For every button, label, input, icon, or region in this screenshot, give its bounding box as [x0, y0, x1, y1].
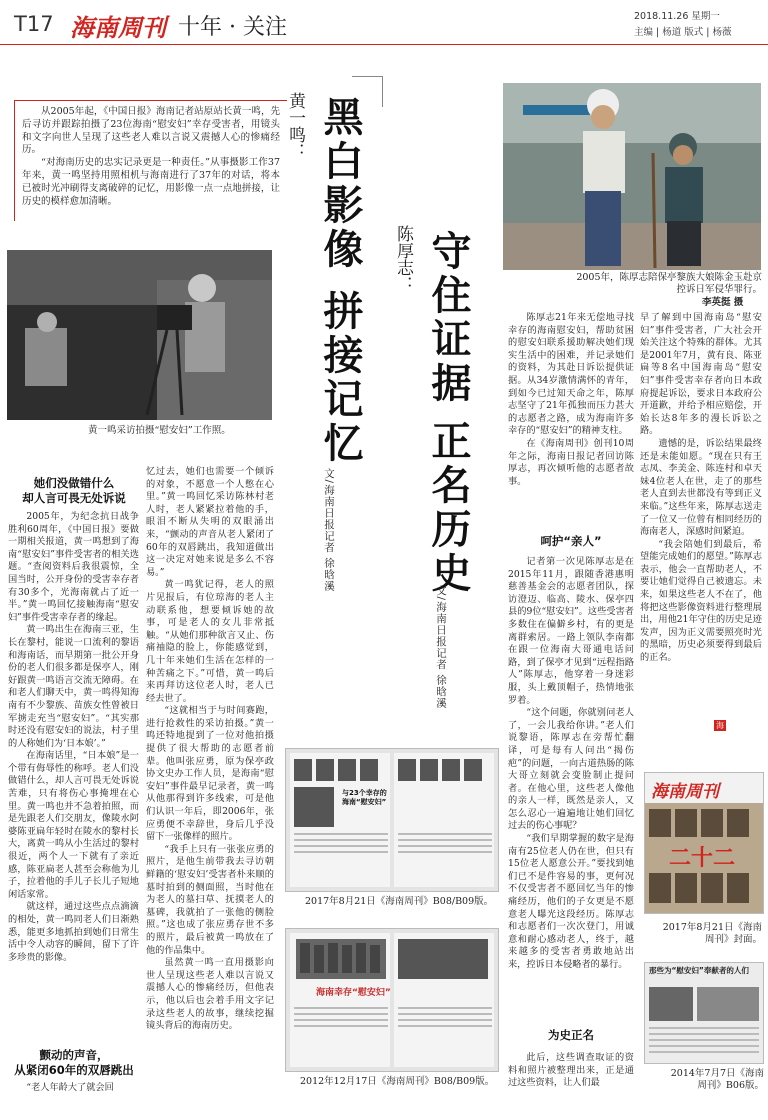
airport-photo-caption: 2005年，陈厚志陪保亭黎族大娘陈金玉赴京控诉日军侵华罪行。 — [576, 272, 762, 295]
body-paragraph: 在海南话里，“日本娘”是一个带有侮辱性的称呼。老人们没做错什么，却人言可畏无处诉说苦难，只有将伤心事掩埋在心里。黄一鸣也并不急着拍照，而是先跟老人们交朋友，像陵水阿婆陈亚扁年轻时在陵水的黎村长大，离黄一鸣从小生活过的黎村很近，两个人一下就有了亲近感，陈亚扁老人甚至会称他为儿子，拉着他的手儿子长儿子短地闲话家常。 — [8, 750, 139, 900]
article2-column3-top — [508, 312, 634, 488]
thumb-2014-caption: 2014年7月7日《海南周刊》B06版。 — [670, 1068, 764, 1091]
airport-photo-credit: 李英挺 摄 — [702, 297, 744, 308]
subhead-2 — [8, 1048, 140, 1078]
article2-column3-end — [508, 1052, 634, 1090]
intro-paragraph: “对海南历史的忠实记录更是一种责任。”从事摄影工作37年来，黄一鸣坚持用照相机与海南进行了37年的对话，将本已被时光冲刷得支离破碎的记忆，用影像一点一点地拼接，让历史的模样愈加清晰。 — [22, 157, 280, 207]
body-paragraph: 在《海南周刊》创刊10周年之际，海南日报记者回访陈厚志，再次倾听他的志愿者故事。 — [508, 437, 634, 487]
body-paragraph: 此后，这些调查取证的资料和照片被整理出来，正是通过这些资料，让人们最 — [508, 1052, 634, 1089]
header-rule — [0, 44, 768, 45]
article1-title-line2: 拼接记忆 — [317, 290, 364, 466]
body-paragraph: 遗憾的是，诉讼结果最终还是未能如愿。“现在只有王志凤、李美金、陈连村和卓天妹4位老人在世，走了的那些老人直到去世都没有等到正义来临。”这些年来，陈厚志送走了一位又一位曾有相同经历的海南老人，深感时间紧迫。 — [640, 437, 762, 538]
cover-headline: 二十二 — [669, 845, 736, 871]
body-paragraph: 2005年，为纪念抗日战争胜利60周年，《中国日报》要做一期相关报道，黄一鸣想到了海南“慰安妇”事件受害者的相关选题。“查阅资料后我很震惊，全国当时，公开身份的受害幸存者有30多个，光海南就占了近一半。”黄一鸣回忆接触海南“慰安妇”事件受害幸存者的缘起。 — [8, 511, 139, 623]
photographer-photo-caption: 黄一鸣采访拍摄“慰安妇”工作照。 — [88, 425, 231, 436]
article2-title-line2: 正名历史 — [425, 420, 472, 596]
article2-column3-mid — [508, 556, 634, 972]
airport-photo — [503, 83, 761, 270]
thumb-2014-spread — [644, 962, 764, 1064]
article1-person: 黄一鸣： — [285, 92, 305, 160]
thumb-2014-art — [645, 985, 763, 1064]
editors-line: 主编 | 杨道 版式 | 杨薇 — [634, 27, 732, 38]
end-mark: 海 — [716, 721, 724, 730]
body-paragraph: 陈厚志21年来无偿地寻找幸存的海南慰安妇，帮助贫困的慰安妇联系援助解决她们现实生活中的困难，并记录她们的资料，为其赴日诉讼提供证据。从34岁激情满怀的青年，到如今已过知天命之年，陈厚志坚守了21年孤独而压力甚大的志愿者之路，成为海南许多幸存的“慰安妇”的精神支柱。 — [508, 312, 634, 437]
page-number: T17 — [14, 12, 54, 36]
article2-column4 — [640, 312, 762, 665]
article1-column1 — [8, 511, 139, 964]
body-paragraph: 黄一鸣出生在海南三亚，生长在黎村，能说一口流利的黎语和海南话，而早期第一批公开身份的老人们很多都是保亭人，刚好跟黄一鸣语言交流无障碍。在和老人们聊天中，黄一鸣得知海南有不少黎族、苗族女性曾被日军掳走充当“慰安妇”。“其实那时还没有慰安妇的说法，村子里的人称她们为‘日本娘’。” — [8, 624, 139, 749]
body-paragraph: “我手上只有一张张应勇的照片，是他生前带我去寻访朝鲜籍的‘慰安妇’受害者朴来顺的墓时拍到的侧面照，当时他在为老人的墓扫草、抚摸老人的墓碑，我就拍了一张他的侧脸照。”这也成了张应勇存世不多的照片，最后被黄一鸣放在了他的作品集中。 — [146, 843, 274, 956]
body-paragraph: 虽然黄一鸣一直用摄影向世人呈现这些老人难以言说又震撼人心的惨痛经历，但他表示，他以后也会着手用文字记录这些老人的故事，继续挖掘镜头背后的海南历史。 — [146, 957, 274, 1032]
body-paragraph: “这就相当于与时间赛跑，进行抢救性的采访拍摄。”黄一鸣还特地提到了一位对他拍摄提供了很大帮助的志愿者前辈。他叫张应勇，原为保亭政协文史办工作人员，是海南“慰安妇”事件最早记录者，黄一鸣从他那得到许多线索，可是他们认识一年后，即2006年，张应勇便不幸辞世，身后几乎没留下一张像样的照片。 — [146, 705, 274, 843]
article2-byline: 文/海南日报记者 徐晗溪 — [435, 585, 447, 709]
subhead-1-line1: 她们没做错什么 — [33, 476, 115, 490]
cover-logo: 海南周刊 — [651, 782, 719, 802]
photographer-photo-art — [7, 250, 272, 420]
thumb-2012-headline: 海南幸存“慰安妇” — [316, 988, 391, 998]
body-paragraph: 早了解到中国海南岛“慰安妇”事件受害者，广大社会开始关注这个特殊的群体。尤其是2001年7月，黄有良、陈亚扁等8名中国海南岛“慰安妇”事件受害幸存者向日本政府提起诉讼，要求日本政府公开道歉，并给予相应赔偿，开始长达8年多的漫长诉讼之路。 — [640, 312, 762, 437]
body-paragraph: “老人年龄大了就会回 — [26, 1082, 114, 1093]
subhead-2-line1: 颤动的声音， — [39, 1048, 109, 1062]
column-title: 十年 · 关注 — [178, 15, 287, 40]
article2-title-line1: 守住证据 — [425, 230, 472, 406]
body-paragraph: “这个问题，你就别问老人了，一会儿我给你讲。”老人们说黎语，陈厚志在旁帮忙翻译，可是每有人问出“揭伤疤”的问题，一向古道热肠的陈大哥立刻就会变脸制止提问者。在他心里，这些老人像他的亲人一样，既然是亲人，又怎么忍心一遍遍地让她们回忆过去的伤心事呢？ — [508, 707, 634, 832]
cover-thumb — [644, 772, 764, 914]
airport-photo-art — [503, 83, 761, 270]
article1-title-line1: 黑白影像 — [317, 96, 364, 272]
thumb-2017-caption: 2017年8月21日《海南周刊》B08/B09版。 — [305, 896, 494, 907]
subhead-2-line2: 从紧闭60年的双唇跳出 — [14, 1063, 134, 1077]
body-paragraph: 记者第一次见陈厚志是在2015年11月，跟随香港惠明慈善基金会的志愿者团队，探访澄迈、临高、陵水、保亭四县的9位“慰安妇”。这些受害者多数住在偏僻乡村，有的更是离群索居。一路上领队李南都在跟一位海南大哥通电话问路，到了保亭才见到“远程指路人”陈厚志，他穿着一身迷彩服，头上戴顶帽子，热情地张罗着。 — [508, 556, 634, 706]
body-paragraph: “我会陪她们到最后，希望能完成她们的愿望。”陈厚志表示，他会一直帮助老人，不要让她们觉得自己被遗忘。未来，如果这些老人不在了，他将把这些影像资料进行整理展出，用他21年守住的历史足迹发声，因为正义需要照亮时光的黑暗，历史必须要得到最后的正名。 — [640, 538, 762, 664]
thumb-2017-spread-art — [286, 749, 498, 891]
intro-text — [22, 106, 280, 208]
subhead-3: 呵护“亲人” — [540, 534, 602, 548]
article1-column2 — [146, 466, 274, 1033]
brand-logo: 海南周刊 — [70, 13, 166, 42]
thumb-2017-headline: 与23个幸存的海南“慰安妇” — [342, 789, 387, 806]
thumb-2012-spread — [285, 928, 499, 1072]
article1-byline: 文/海南日报记者 徐晗溪 — [323, 468, 335, 592]
body-paragraph: 黄一鸣犹记得，老人的照片见报后，有位琼海的老人主动联系他，想要倾诉她的故事，可是老人的女儿非常抵触。“从她们那种欲言又止、伤痛袖隐的脸上，你能感觉到，几十年来她们生活在怎样的一种苦痛之下。”可惜，黄一鸣后来再拜访这位老人时，老人已经去世了。 — [146, 579, 274, 704]
article2-person: 陈厚志： — [393, 225, 413, 293]
body-paragraph: 就这样，通过这些点点滴滴的相处，黄一鸣同老人们日渐熟悉，能更多地抓拍到她们日常生活中令人动容的瞬间，留下了许多珍贵的影像。 — [8, 901, 139, 963]
body-paragraph: “我们早期掌握的数字是海南有25位老人仍在世，但只有15位老人愿意公开。”要找到她们已不是件容易的事，更何况不仅受害者不愿回忆当年的惨痛经历，他们的子女更是不愿意老人曝光这段经历。陈厚志和志愿者们一次次登门，用诚意和耐心感动老人，终于，越来越多的受害者勇敢地站出来，控诉日本侵略者的暴行。 — [508, 833, 634, 970]
body-paragraph: 忆过去，她们也需要一个倾诉的对象，不愿意一个人憋在心里。”黄一鸣回忆采访陈林村老人时，老人紧紧拉着他的手，眼泪不断从失明的双眼涌出来，“颤动的声音从老人紧闭了60年的双唇跳出，我知道做出这一决定对她来说是多么不容易。” — [146, 466, 274, 578]
issue-date: 2018.11.26 星期一 — [634, 11, 720, 22]
thumb-2012-caption: 2012年12月17日《海南周刊》B08/B09版。 — [300, 1076, 495, 1087]
intro-paragraph: 从2005年起，《中国日报》海南记者站原站长黄一鸣，先后寻访并跟踪拍摄了23位海南“慰安妇”幸存受害者，用镜头和文字向世人呈现了这些老人难以言说又震撼人心的惨痛经历。 — [22, 106, 280, 156]
article1-column1-end — [8, 1082, 139, 1095]
subhead-4: 为史正名 — [548, 1028, 594, 1042]
subhead-1 — [8, 476, 140, 506]
subhead-1-line2: 却人言可畏无处诉说 — [22, 491, 126, 505]
thumb-2017-spread — [285, 748, 499, 892]
cover-thumb-caption — [660, 922, 762, 946]
cover-thumb-caption-text: 2017年8月21日《海南周刊》封面。 — [662, 922, 762, 945]
thumb-2012-spread-art — [286, 929, 498, 1071]
thumb-2014-headline: 那些为“慰安妇”奉献者的人们 — [649, 966, 749, 975]
photographer-photo — [7, 250, 272, 420]
